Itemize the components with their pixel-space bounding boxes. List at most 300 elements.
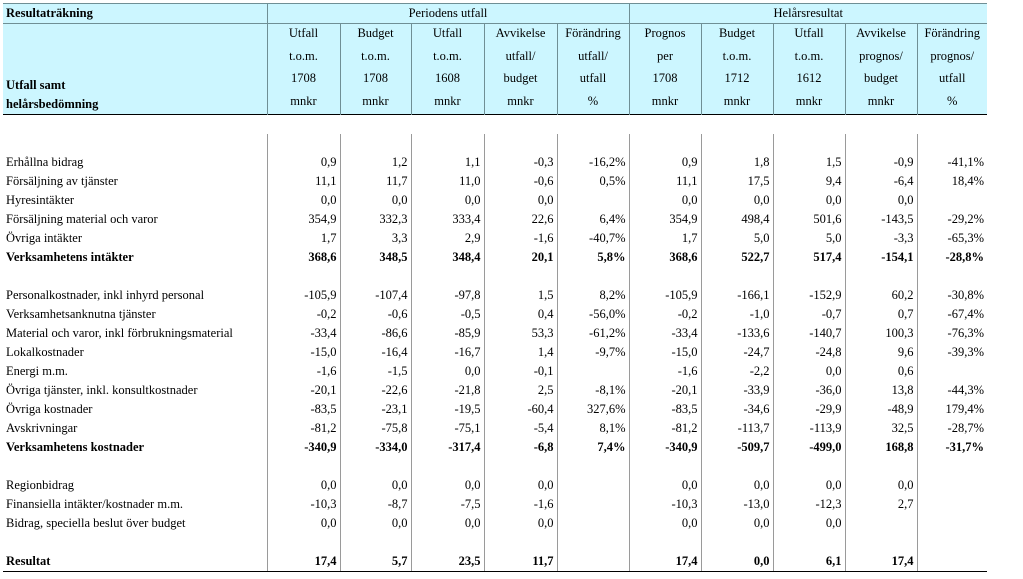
value-cell: -75,1 xyxy=(411,419,484,438)
column-header-line: 1608 xyxy=(435,71,460,85)
value-cell: -133,6 xyxy=(701,324,773,343)
column-header-line: mnkr xyxy=(723,93,751,108)
value-cell: -143,5 xyxy=(845,210,917,229)
column-header xyxy=(773,24,845,115)
value-cell: 1,7 xyxy=(267,229,340,248)
value-cell: 17,4 xyxy=(629,552,701,572)
spacer-cell xyxy=(557,134,629,153)
value-cell xyxy=(557,191,629,210)
column-header-line: t.o.m. xyxy=(289,48,318,63)
row-label: Hyresintäkter xyxy=(6,193,75,207)
value-cell: -8,7 xyxy=(340,495,411,514)
value-cell: -340,9 xyxy=(267,438,340,457)
table-row xyxy=(3,400,987,419)
column-header-line: utfall/ xyxy=(578,48,608,63)
value-cell: 11,7 xyxy=(484,552,557,572)
value-cell: 8,1% xyxy=(557,419,629,438)
value-cell: -31,7% xyxy=(917,438,987,457)
value-cell: 327,6% xyxy=(557,400,629,419)
value-cell: -166,1 xyxy=(701,286,773,305)
value-cell: -317,4 xyxy=(411,438,484,457)
value-cell: 0,0 xyxy=(267,476,340,495)
spacer-cell xyxy=(629,457,701,476)
value-cell: 0,0 xyxy=(773,514,845,533)
spacer-cell xyxy=(411,457,484,476)
column-header-line: budget xyxy=(503,71,538,85)
row-label: Material och varor, inkl förbrukningsmaterial xyxy=(6,326,233,340)
sheet-title: Resultaträkning xyxy=(3,4,267,24)
value-cell: 517,4 xyxy=(773,248,845,267)
value-cell: 179,4% xyxy=(917,400,987,419)
value-cell xyxy=(917,191,987,210)
spacer-cell xyxy=(845,267,917,286)
row-label: Regionbidrag xyxy=(6,478,75,492)
table-row xyxy=(3,191,987,210)
column-header-line: % xyxy=(587,93,599,108)
subtitle-line-2: helårsbedömning xyxy=(6,97,99,111)
column-header-line: Avvikelse xyxy=(856,26,906,40)
value-cell: 3,3 xyxy=(340,229,411,248)
value-cell: -107,4 xyxy=(340,286,411,305)
value-cell: -0,5 xyxy=(411,305,484,324)
value-cell: -81,2 xyxy=(267,419,340,438)
value-cell: 1,2 xyxy=(340,153,411,172)
spacer-cell xyxy=(557,457,629,476)
spacer-cell xyxy=(267,134,340,153)
value-cell: 32,5 xyxy=(845,419,917,438)
value-cell: -140,7 xyxy=(773,324,845,343)
value-cell: 0,0 xyxy=(701,476,773,495)
value-cell: -8,1% xyxy=(557,381,629,400)
value-cell: 5,0 xyxy=(701,229,773,248)
row-label: Erhållna bidrag xyxy=(6,155,84,169)
value-cell: 6,4% xyxy=(557,210,629,229)
column-header-line: Utfall xyxy=(288,26,319,40)
value-cell: 2,7 xyxy=(845,495,917,514)
value-cell: 6,1 xyxy=(773,552,845,572)
subtitle-line-1: Utfall samt xyxy=(6,78,66,92)
row-label: Lokalkostnader xyxy=(6,345,84,359)
value-cell: 0,0 xyxy=(484,514,557,533)
value-cell: -33,4 xyxy=(267,324,340,343)
value-cell: 20,1 xyxy=(484,248,557,267)
spacer-row xyxy=(3,533,987,552)
value-cell: 0,0 xyxy=(773,476,845,495)
value-cell: -0,9 xyxy=(845,153,917,172)
table-row xyxy=(3,381,987,400)
header-column-row xyxy=(3,24,987,115)
value-cell: -48,9 xyxy=(845,400,917,419)
value-cell: -61,2% xyxy=(557,324,629,343)
spacer-cell xyxy=(411,134,484,153)
column-header-line: t.o.m. xyxy=(361,48,390,63)
row-label: Övriga tjänster, inkl. konsultkostnader xyxy=(6,383,198,397)
value-cell xyxy=(557,495,629,514)
value-cell: 0,0 xyxy=(629,191,701,210)
column-header-line: Utfall xyxy=(794,26,824,40)
value-cell: -60,4 xyxy=(484,400,557,419)
spacer-cell xyxy=(484,457,557,476)
row-label: Resultat xyxy=(3,552,267,572)
table-row xyxy=(3,210,987,229)
value-cell: -2,2 xyxy=(701,362,773,381)
value-cell: 11,1 xyxy=(629,172,701,191)
column-header-line: utfall xyxy=(939,71,966,85)
column-header-line: Utfall xyxy=(432,26,463,40)
spacer-cell xyxy=(845,533,917,552)
table-row xyxy=(3,552,987,572)
value-cell: -34,6 xyxy=(701,400,773,419)
value-cell: -113,9 xyxy=(773,419,845,438)
value-cell: 0,0 xyxy=(411,362,484,381)
value-cell: 1,1 xyxy=(411,153,484,172)
value-cell: -0,7 xyxy=(773,305,845,324)
spacer-cell xyxy=(3,134,267,153)
column-header-line: t.o.m. xyxy=(794,48,824,63)
row-label: Verksamhetens intäkter xyxy=(6,250,134,264)
value-cell: -1,6 xyxy=(267,362,340,381)
value-cell xyxy=(557,552,629,572)
column-header-line: Förändring xyxy=(565,26,621,40)
value-cell: 0,9 xyxy=(267,153,340,172)
value-cell: -81,2 xyxy=(629,419,701,438)
value-cell: 0,4 xyxy=(484,305,557,324)
row-label: Försäljning av tjänster xyxy=(6,174,118,188)
column-header-line: mnkr xyxy=(507,93,534,108)
value-cell: 332,3 xyxy=(340,210,411,229)
value-cell xyxy=(845,514,917,533)
value-cell: 0,0 xyxy=(701,191,773,210)
value-cell: 8,2% xyxy=(557,286,629,305)
value-cell: -105,9 xyxy=(629,286,701,305)
value-cell: -30,8% xyxy=(917,286,987,305)
income-statement-table xyxy=(3,3,987,572)
column-header-line: 1712 xyxy=(724,71,750,85)
column-header xyxy=(340,24,411,115)
value-cell: 0,0 xyxy=(773,362,845,381)
spacer-cell xyxy=(411,267,484,286)
value-cell: -15,0 xyxy=(629,343,701,362)
spacer-cell xyxy=(267,533,340,552)
spacer-cell xyxy=(701,457,773,476)
value-cell: -28,7% xyxy=(917,419,987,438)
value-cell: 0,0 xyxy=(845,476,917,495)
value-cell: 0,0 xyxy=(845,191,917,210)
spacer-cell xyxy=(267,267,340,286)
value-cell: -1,6 xyxy=(484,229,557,248)
value-cell: 11,0 xyxy=(411,172,484,191)
value-cell: 348,5 xyxy=(340,248,411,267)
column-header-line: mnkr xyxy=(434,93,461,108)
table-row xyxy=(3,324,987,343)
value-cell: -0,6 xyxy=(340,305,411,324)
value-cell xyxy=(557,362,629,381)
value-cell: -21,8 xyxy=(411,381,484,400)
value-cell: 1,4 xyxy=(484,343,557,362)
value-cell: 17,4 xyxy=(845,552,917,572)
value-cell: 17,4 xyxy=(267,552,340,572)
value-cell: -5,4 xyxy=(484,419,557,438)
value-cell: 0,5% xyxy=(557,172,629,191)
value-cell: -83,5 xyxy=(629,400,701,419)
value-cell: -113,7 xyxy=(701,419,773,438)
column-header-line: mnkr xyxy=(362,93,389,108)
value-cell: -16,4 xyxy=(340,343,411,362)
value-cell xyxy=(917,362,987,381)
spacer-cell xyxy=(845,134,917,153)
value-cell: -10,3 xyxy=(267,495,340,514)
value-cell: 1,5 xyxy=(484,286,557,305)
row-label: Avskrivningar xyxy=(6,421,78,435)
table-row xyxy=(3,438,987,457)
value-cell: -105,9 xyxy=(267,286,340,305)
value-cell: -33,4 xyxy=(629,324,701,343)
table-row xyxy=(3,495,987,514)
column-header-line: t.o.m. xyxy=(433,48,462,63)
value-cell: -28,8% xyxy=(917,248,987,267)
value-cell: 368,6 xyxy=(629,248,701,267)
value-cell: 5,7 xyxy=(340,552,411,572)
spacer-cell xyxy=(773,457,845,476)
spacer-cell xyxy=(701,267,773,286)
spacer-cell xyxy=(917,457,987,476)
value-cell: 11,7 xyxy=(340,172,411,191)
table-body xyxy=(3,134,987,572)
value-cell: -499,0 xyxy=(773,438,845,457)
value-cell: -65,3% xyxy=(917,229,987,248)
column-header-line: mnkr xyxy=(290,93,317,108)
value-cell: -0,2 xyxy=(267,305,340,324)
value-cell: 501,6 xyxy=(773,210,845,229)
value-cell: 368,6 xyxy=(267,248,340,267)
spacer-row xyxy=(3,267,987,286)
column-header-line: prognos/ xyxy=(930,48,975,63)
value-cell xyxy=(557,514,629,533)
spacer-cell xyxy=(701,533,773,552)
table-row xyxy=(3,305,987,324)
value-cell: -6,8 xyxy=(484,438,557,457)
value-cell: -41,1% xyxy=(917,153,987,172)
value-cell: -67,4% xyxy=(917,305,987,324)
column-header-line: 1708 xyxy=(363,71,388,85)
value-cell xyxy=(557,476,629,495)
value-cell: 22,6 xyxy=(484,210,557,229)
column-header-line: utfall xyxy=(579,71,607,85)
row-label: Övriga kostnader xyxy=(6,402,93,416)
value-cell: -154,1 xyxy=(845,248,917,267)
value-cell: 11,1 xyxy=(267,172,340,191)
header-divider xyxy=(3,115,987,135)
value-cell: -16,2% xyxy=(557,153,629,172)
value-cell: -23,1 xyxy=(340,400,411,419)
row-label: Energi m.m. xyxy=(6,364,68,378)
value-cell: -1,6 xyxy=(629,362,701,381)
spacer-cell xyxy=(629,533,701,552)
spacer-cell xyxy=(411,533,484,552)
column-header-line: mnkr xyxy=(651,93,679,108)
spacer-cell xyxy=(629,134,701,153)
column-header-line: utfall/ xyxy=(505,48,536,63)
value-cell: 9,6 xyxy=(845,343,917,362)
row-label: Försäljning material och varor xyxy=(6,212,158,226)
value-cell: -12,3 xyxy=(773,495,845,514)
value-cell: -16,7 xyxy=(411,343,484,362)
value-cell: 100,3 xyxy=(845,324,917,343)
value-cell: -75,8 xyxy=(340,419,411,438)
group-header-fullyear: Helårsresultat xyxy=(629,4,987,24)
value-cell: -0,3 xyxy=(484,153,557,172)
value-cell: -7,5 xyxy=(411,495,484,514)
value-cell: -33,9 xyxy=(701,381,773,400)
value-cell: -0,6 xyxy=(484,172,557,191)
value-cell: 0,0 xyxy=(773,191,845,210)
value-cell: -20,1 xyxy=(629,381,701,400)
spacer-cell xyxy=(484,533,557,552)
value-cell: -36,0 xyxy=(773,381,845,400)
value-cell: 0,0 xyxy=(411,476,484,495)
table-row xyxy=(3,343,987,362)
value-cell: 348,4 xyxy=(411,248,484,267)
value-cell: 0,0 xyxy=(340,191,411,210)
group-header-period: Periodens utfall xyxy=(267,4,629,24)
value-cell: 7,4% xyxy=(557,438,629,457)
spacer-cell xyxy=(557,267,629,286)
spacer-cell xyxy=(629,267,701,286)
value-cell: -3,3 xyxy=(845,229,917,248)
value-cell: 333,4 xyxy=(411,210,484,229)
value-cell: 0,0 xyxy=(629,514,701,533)
spacer-cell xyxy=(484,267,557,286)
spacer-cell xyxy=(557,533,629,552)
value-cell: 9,4 xyxy=(773,172,845,191)
value-cell: 0,9 xyxy=(629,153,701,172)
value-cell: -44,3% xyxy=(917,381,987,400)
value-cell: 5,8% xyxy=(557,248,629,267)
column-header-line: prognos/ xyxy=(859,48,903,63)
value-cell: 0,7 xyxy=(845,305,917,324)
spacer-cell xyxy=(917,134,987,153)
spacer-cell xyxy=(484,134,557,153)
row-label: Personalkostnader, inkl inhyrd personal xyxy=(6,288,205,302)
column-header-line: Budget xyxy=(718,26,756,40)
column-header-line: mnkr xyxy=(795,93,823,108)
column-header-line: budget xyxy=(863,71,899,85)
spacer-cell xyxy=(701,134,773,153)
value-cell: 53,3 xyxy=(484,324,557,343)
spacer-cell xyxy=(917,533,987,552)
value-cell: -19,5 xyxy=(411,400,484,419)
spacer-cell xyxy=(340,457,411,476)
value-cell: 0,0 xyxy=(267,191,340,210)
value-cell: -39,3% xyxy=(917,343,987,362)
value-cell: -334,0 xyxy=(340,438,411,457)
column-header xyxy=(917,24,987,115)
table-row xyxy=(3,248,987,267)
spacer-cell xyxy=(340,533,411,552)
value-cell: 18,4% xyxy=(917,172,987,191)
header-group-row xyxy=(3,4,987,24)
value-cell: 0,0 xyxy=(484,476,557,495)
spacer-cell xyxy=(3,267,267,286)
column-header xyxy=(411,24,484,115)
spacer-cell xyxy=(773,267,845,286)
value-cell: -97,8 xyxy=(411,286,484,305)
value-cell: -340,9 xyxy=(629,438,701,457)
value-cell: -13,0 xyxy=(701,495,773,514)
value-cell: -86,6 xyxy=(340,324,411,343)
column-header xyxy=(557,24,629,115)
value-cell: 354,9 xyxy=(267,210,340,229)
column-header-line: 1708 xyxy=(291,71,316,85)
spacer-cell xyxy=(340,267,411,286)
value-cell: -76,3% xyxy=(917,324,987,343)
value-cell: 0,0 xyxy=(411,191,484,210)
column-header-line: Förändring xyxy=(924,26,981,40)
value-cell: -10,3 xyxy=(629,495,701,514)
value-cell: 17,5 xyxy=(701,172,773,191)
value-cell: -85,9 xyxy=(411,324,484,343)
spacer-cell xyxy=(267,457,340,476)
value-cell: -509,7 xyxy=(701,438,773,457)
value-cell: -9,7% xyxy=(557,343,629,362)
row-label: Bidrag, speciella beslut över budget xyxy=(6,516,186,530)
column-header-line: mnkr xyxy=(867,93,895,108)
spacer-cell xyxy=(917,267,987,286)
column-header xyxy=(267,24,340,115)
row-label: Verksamhetens kostnader xyxy=(6,440,145,454)
value-cell: 5,0 xyxy=(773,229,845,248)
spacer-cell xyxy=(773,134,845,153)
value-cell: 0,0 xyxy=(701,514,773,533)
value-cell xyxy=(917,476,987,495)
value-cell: -20,1 xyxy=(267,381,340,400)
row-label: Verksamhetsanknutna tjänster xyxy=(6,307,156,321)
column-header-line: % xyxy=(947,93,958,108)
spacer-cell xyxy=(845,457,917,476)
value-cell: -15,0 xyxy=(267,343,340,362)
value-cell: -40,7% xyxy=(557,229,629,248)
value-cell: 23,5 xyxy=(411,552,484,572)
column-header-line: per xyxy=(657,48,673,63)
table-row xyxy=(3,476,987,495)
column-header-line: t.o.m. xyxy=(722,48,752,63)
spacer-cell xyxy=(3,457,267,476)
value-cell: -83,5 xyxy=(267,400,340,419)
column-header-line: Budget xyxy=(357,26,394,40)
spacer-cell xyxy=(773,533,845,552)
value-cell: 0,0 xyxy=(701,552,773,572)
sheet-subtitle xyxy=(3,24,267,115)
value-cell: -24,8 xyxy=(773,343,845,362)
value-cell: 1,8 xyxy=(701,153,773,172)
value-cell: 2,9 xyxy=(411,229,484,248)
value-cell xyxy=(917,495,987,514)
value-cell: -56,0% xyxy=(557,305,629,324)
value-cell: -1,0 xyxy=(701,305,773,324)
value-cell xyxy=(917,552,987,572)
value-cell: 0,0 xyxy=(411,514,484,533)
table-row xyxy=(3,153,987,172)
value-cell: 60,2 xyxy=(845,286,917,305)
spacer-cell xyxy=(3,533,267,552)
table-row xyxy=(3,362,987,381)
value-cell: 522,7 xyxy=(701,248,773,267)
value-cell: 0,0 xyxy=(340,514,411,533)
column-header xyxy=(845,24,917,115)
value-cell: -22,6 xyxy=(340,381,411,400)
value-cell: 13,8 xyxy=(845,381,917,400)
value-cell: 0,6 xyxy=(845,362,917,381)
